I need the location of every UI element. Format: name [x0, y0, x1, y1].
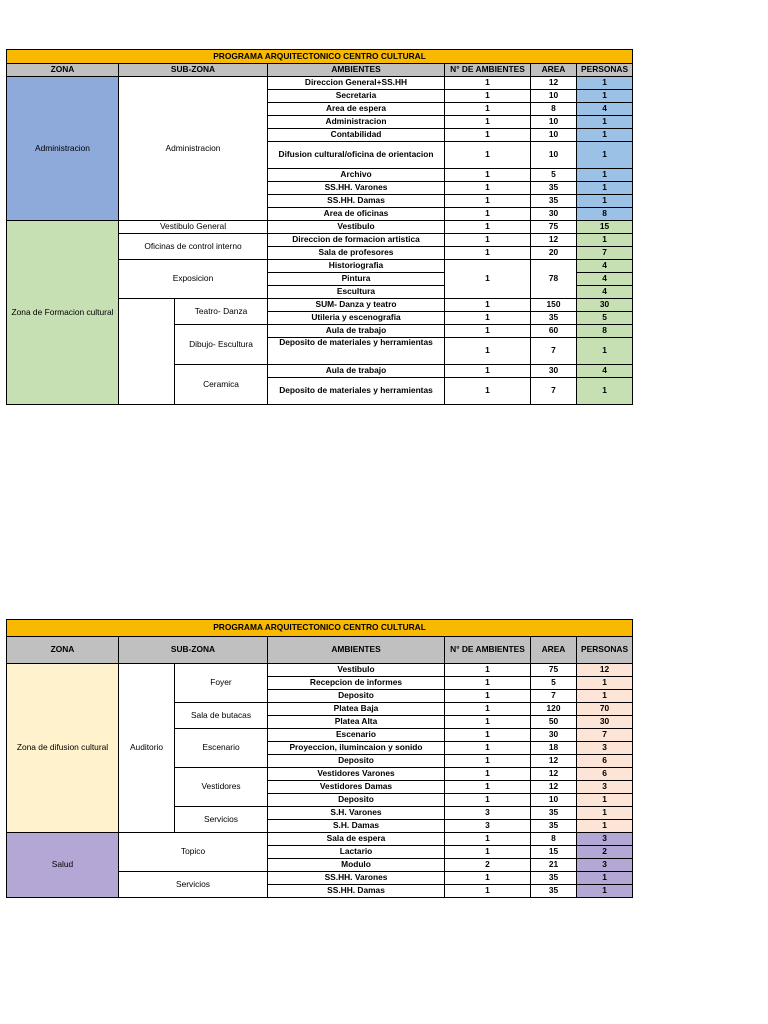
zone-cell: Zona de difusion cultural: [7, 664, 119, 833]
n-cell: 1: [445, 77, 531, 90]
area-cell: 21: [531, 859, 577, 872]
personas-cell: 6: [577, 755, 633, 768]
n-cell: 1: [445, 129, 531, 142]
area-cell: 35: [531, 885, 577, 898]
table-title: PROGRAMA ARQUITECTONICO CENTRO CULTURAL: [7, 50, 633, 64]
ambiente-cell: SUM- Danza y teatro: [268, 299, 445, 312]
ambiente-cell: Proyeccion, ilumincaion y sonido: [268, 742, 445, 755]
ambiente-cell: SS.HH. Varones: [268, 182, 445, 195]
area-cell: 60: [531, 325, 577, 338]
ambiente-cell: Area de oficinas: [268, 208, 445, 221]
area-cell: 10: [531, 90, 577, 103]
zone-cell: Administracion: [7, 77, 119, 221]
n-cell: 3: [445, 807, 531, 820]
n-cell: 1: [445, 338, 531, 365]
ambiente-cell: S.H. Damas: [268, 820, 445, 833]
personas-cell: 1: [577, 378, 633, 405]
personas-cell: 1: [577, 794, 633, 807]
area-cell: 8: [531, 103, 577, 116]
n-cell: 1: [445, 833, 531, 846]
n-cell: 1: [445, 221, 531, 234]
personas-cell: 3: [577, 742, 633, 755]
area-cell: 30: [531, 365, 577, 378]
area-cell: 12: [531, 77, 577, 90]
personas-cell: 1: [577, 195, 633, 208]
personas-cell: 1: [577, 142, 633, 169]
area-cell: 8: [531, 833, 577, 846]
subzone-cell: Foyer: [175, 664, 268, 703]
personas-cell: 1: [577, 690, 633, 703]
ambiente-cell: Platea Alta: [268, 716, 445, 729]
n-cell: 3: [445, 820, 531, 833]
subzone-cell: Administracion: [119, 77, 268, 221]
n-cell: 1: [445, 299, 531, 312]
n-cell: 1: [445, 781, 531, 794]
n-cell: 1: [445, 260, 531, 299]
area-cell: 35: [531, 312, 577, 325]
n-cell: 1: [445, 846, 531, 859]
area-cell: 5: [531, 169, 577, 182]
area-cell: 12: [531, 781, 577, 794]
ambiente-cell: Escultura: [268, 286, 445, 299]
ambiente-cell: SS.HH. Damas: [268, 885, 445, 898]
area-cell: 12: [531, 234, 577, 247]
n-cell: 1: [445, 742, 531, 755]
ambiente-cell: Platea Baja: [268, 703, 445, 716]
ambiente-cell: Aula de trabajo: [268, 325, 445, 338]
program-table-2: [6, 619, 633, 898]
n-cell: 1: [445, 378, 531, 405]
table-row: [7, 77, 633, 90]
ambiente-cell: Contabilidad: [268, 129, 445, 142]
ambiente-cell: Area de espera: [268, 103, 445, 116]
n-cell: 1: [445, 872, 531, 885]
header-n-ambientes: N° DE AMBIENTES: [445, 64, 531, 77]
subzone-cell: Sala de butacas: [175, 703, 268, 729]
personas-cell: 15: [577, 221, 633, 234]
area-cell: 12: [531, 755, 577, 768]
subzone-cell: Servicios: [119, 872, 268, 898]
subzone-cell: Teatro- Danza: [175, 299, 268, 325]
subzone-cell: Oficinas de control interno: [119, 234, 268, 260]
n-cell: 1: [445, 664, 531, 677]
n-cell: 1: [445, 312, 531, 325]
header-area: AREA: [531, 637, 577, 664]
personas-cell: 1: [577, 807, 633, 820]
personas-cell: 5: [577, 312, 633, 325]
area-cell: 30: [531, 729, 577, 742]
ambiente-cell: Escenario: [268, 729, 445, 742]
area-cell: 15: [531, 846, 577, 859]
subzone-cell: Escenario: [175, 729, 268, 768]
n-cell: 1: [445, 703, 531, 716]
n-cell: 1: [445, 142, 531, 169]
ambiente-cell: Secretaria: [268, 90, 445, 103]
header-ambientes: AMBIENTES: [268, 637, 445, 664]
n-cell: 1: [445, 208, 531, 221]
personas-cell: 8: [577, 208, 633, 221]
n-cell: 1: [445, 116, 531, 129]
subzone-spacer: [119, 299, 175, 405]
n-cell: 1: [445, 182, 531, 195]
area-cell: 10: [531, 794, 577, 807]
ambiente-cell: Archivo: [268, 169, 445, 182]
area-cell: 35: [531, 195, 577, 208]
area-cell: 30: [531, 208, 577, 221]
area-cell: 7: [531, 378, 577, 405]
header-ambientes: AMBIENTES: [268, 64, 445, 77]
n-cell: 1: [445, 90, 531, 103]
area-cell: 75: [531, 664, 577, 677]
subzone-cell: Exposicion: [119, 260, 268, 299]
personas-cell: 4: [577, 286, 633, 299]
ambiente-cell: S.H. Varones: [268, 807, 445, 820]
ambiente-cell: Administracion: [268, 116, 445, 129]
ambiente-cell: Aula de trabajo: [268, 365, 445, 378]
area-cell: 10: [531, 142, 577, 169]
ambiente-cell: Historiografia: [268, 260, 445, 273]
personas-cell: 1: [577, 77, 633, 90]
personas-cell: 4: [577, 260, 633, 273]
subzone-cell: Ceramica: [175, 365, 268, 405]
area-cell: 78: [531, 260, 577, 299]
n-cell: 1: [445, 690, 531, 703]
n-cell: 1: [445, 794, 531, 807]
personas-cell: 6: [577, 768, 633, 781]
ambiente-cell: Deposito: [268, 755, 445, 768]
personas-cell: 30: [577, 299, 633, 312]
n-cell: 1: [445, 729, 531, 742]
ambiente-cell: Sala de espera: [268, 833, 445, 846]
header-zona: ZONA: [7, 64, 119, 77]
ambiente-cell: Difusion cultural/oficina de orientacion: [268, 142, 445, 169]
personas-cell: 1: [577, 234, 633, 247]
personas-cell: 3: [577, 859, 633, 872]
area-cell: 12: [531, 768, 577, 781]
area-cell: 7: [531, 338, 577, 365]
table-title: PROGRAMA ARQUITECTONICO CENTRO CULTURAL: [7, 620, 633, 637]
header-area: AREA: [531, 64, 577, 77]
personas-cell: 12: [577, 664, 633, 677]
zone-cell: Zona de Formacion cultural: [7, 221, 119, 405]
n-cell: 2: [445, 859, 531, 872]
area-cell: 35: [531, 872, 577, 885]
personas-cell: 1: [577, 338, 633, 365]
area-cell: 20: [531, 247, 577, 260]
header-personas: PERSONAS: [577, 637, 633, 664]
subzone-cell: Auditorio: [119, 664, 175, 833]
n-cell: 1: [445, 169, 531, 182]
personas-cell: 1: [577, 820, 633, 833]
ambiente-cell: Deposito de materiales y herramientas: [268, 338, 445, 365]
personas-cell: 3: [577, 833, 633, 846]
n-cell: 1: [445, 885, 531, 898]
n-cell: 1: [445, 365, 531, 378]
n-cell: 1: [445, 325, 531, 338]
personas-cell: 1: [577, 116, 633, 129]
personas-cell: 1: [577, 169, 633, 182]
personas-cell: 1: [577, 677, 633, 690]
ambiente-cell: Modulo: [268, 859, 445, 872]
personas-cell: 4: [577, 365, 633, 378]
ambiente-cell: Deposito: [268, 690, 445, 703]
ambiente-cell: Vestidores Varones: [268, 768, 445, 781]
ambiente-cell: Lactario: [268, 846, 445, 859]
personas-cell: 1: [577, 885, 633, 898]
ambiente-cell: Utileria y escenografia: [268, 312, 445, 325]
personas-cell: 1: [577, 182, 633, 195]
header-n-ambientes: N° DE AMBIENTES: [445, 637, 531, 664]
area-cell: 50: [531, 716, 577, 729]
personas-cell: 1: [577, 872, 633, 885]
personas-cell: 3: [577, 781, 633, 794]
personas-cell: 7: [577, 247, 633, 260]
personas-cell: 4: [577, 273, 633, 286]
area-cell: 35: [531, 820, 577, 833]
personas-cell: 1: [577, 90, 633, 103]
area-cell: 18: [531, 742, 577, 755]
ambiente-cell: SS.HH. Damas: [268, 195, 445, 208]
personas-cell: 4: [577, 103, 633, 116]
n-cell: 1: [445, 195, 531, 208]
personas-cell: 1: [577, 129, 633, 142]
ambiente-cell: SS.HH. Varones: [268, 872, 445, 885]
personas-cell: 7: [577, 729, 633, 742]
personas-cell: 2: [577, 846, 633, 859]
ambiente-cell: Pintura: [268, 273, 445, 286]
area-cell: 7: [531, 690, 577, 703]
area-cell: 120: [531, 703, 577, 716]
n-cell: 1: [445, 755, 531, 768]
subzone-cell: Topico: [119, 833, 268, 872]
header-sub-zona: SUB-ZONA: [119, 64, 268, 77]
subzone-cell: Dibujo- Escultura: [175, 325, 268, 365]
ambiente-cell: Vestibulo: [268, 664, 445, 677]
area-cell: 10: [531, 129, 577, 142]
table-row: [7, 664, 633, 677]
zone-cell: Salud: [7, 833, 119, 898]
subzone-cell: Servicios: [175, 807, 268, 833]
ambiente-cell: Vestidores Damas: [268, 781, 445, 794]
table-row: [7, 833, 633, 846]
personas-cell: 30: [577, 716, 633, 729]
ambiente-cell: Sala de profesores: [268, 247, 445, 260]
n-cell: 1: [445, 677, 531, 690]
area-cell: 75: [531, 221, 577, 234]
header-personas: PERSONAS: [577, 64, 633, 77]
ambiente-cell: Direccion General+SS.HH: [268, 77, 445, 90]
area-cell: 10: [531, 116, 577, 129]
n-cell: 1: [445, 716, 531, 729]
subzone-cell: Vestibulo General: [119, 221, 268, 234]
area-cell: 35: [531, 182, 577, 195]
ambiente-cell: Direccion de formacion artistica: [268, 234, 445, 247]
ambiente-cell: Deposito de materiales y herramientas: [268, 378, 445, 405]
subzone-cell: Vestidores: [175, 768, 268, 807]
n-cell: 1: [445, 103, 531, 116]
personas-cell: 70: [577, 703, 633, 716]
ambiente-cell: Recepcion de informes: [268, 677, 445, 690]
n-cell: 1: [445, 768, 531, 781]
area-cell: 5: [531, 677, 577, 690]
area-cell: 35: [531, 807, 577, 820]
n-cell: 1: [445, 234, 531, 247]
n-cell: 1: [445, 247, 531, 260]
ambiente-cell: Deposito: [268, 794, 445, 807]
header-zona: ZONA: [7, 637, 119, 664]
table-row: [7, 221, 633, 234]
header-sub-zona: SUB-ZONA: [119, 637, 268, 664]
ambiente-cell: Vestibulo: [268, 221, 445, 234]
area-cell: 150: [531, 299, 577, 312]
program-table-1: [6, 49, 633, 405]
personas-cell: 8: [577, 325, 633, 338]
